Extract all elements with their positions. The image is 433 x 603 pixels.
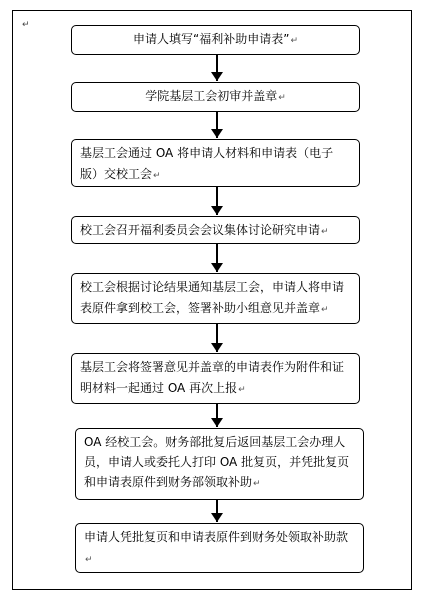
- flow-step-6: [71, 353, 360, 404]
- paragraph-mark: ↵: [153, 171, 161, 181]
- flow-step-4: [71, 216, 360, 244]
- flow-step-4-text: 校工会召开福利委员会会议集体讨论研究申请: [80, 223, 321, 237]
- flow-arrow: [211, 244, 223, 272]
- flow-step-2-text: 学院基层工会初审并盖章: [145, 89, 278, 103]
- flow-step-5-text: 校工会根据讨论结果通知基层工会，申请人将申请表原件拿到校工会，签署补助小组意见并盖章: [80, 280, 345, 315]
- paragraph-mark: ↵: [321, 227, 329, 237]
- flow-arrow: [211, 500, 223, 522]
- flow-step-1: [71, 25, 360, 55]
- flow-arrow: [211, 55, 223, 81]
- flow-step-3-text: 基层工会通过 OA 将申请人材料和申请表（电子版）交校工会: [80, 146, 334, 181]
- paragraph-mark: ↵: [238, 385, 246, 395]
- flow-step-6-text: 基层工会将签署意见并盖章的申请表作为附件和证明材料一起通过 OA 再次上报: [80, 360, 345, 395]
- flow-step-3: [71, 139, 360, 187]
- flow-step-8-text: 申请人凭批复页和申请表原件到财务处领取补助款: [84, 530, 349, 544]
- flow-step-7: [75, 428, 364, 500]
- paragraph-mark: ↵: [278, 93, 286, 103]
- flow-step-8: [75, 523, 364, 573]
- flow-step-5: [71, 273, 360, 324]
- flow-step-1-text: 申请人填写“福利补助申请表”: [133, 32, 290, 46]
- flow-arrow: [211, 404, 223, 427]
- flow-step-2: [71, 82, 360, 112]
- flow-step-7-text: OA 经校工会。财务部批复后返回基层工会办理人员，申请人或委托人打印 OA 批复页，并凭批复页和申请表原件到财务部领取补助: [84, 435, 350, 489]
- flow-arrow: [211, 112, 223, 138]
- paragraph-mark: ↵: [321, 305, 329, 315]
- paragraph-mark: ↵: [290, 36, 298, 46]
- flow-arrow: [211, 187, 223, 215]
- paragraph-mark: ↵: [85, 555, 93, 565]
- flow-arrow: [211, 324, 223, 352]
- paragraph-mark: ↵: [22, 20, 30, 30]
- paragraph-mark: ↵: [253, 479, 261, 489]
